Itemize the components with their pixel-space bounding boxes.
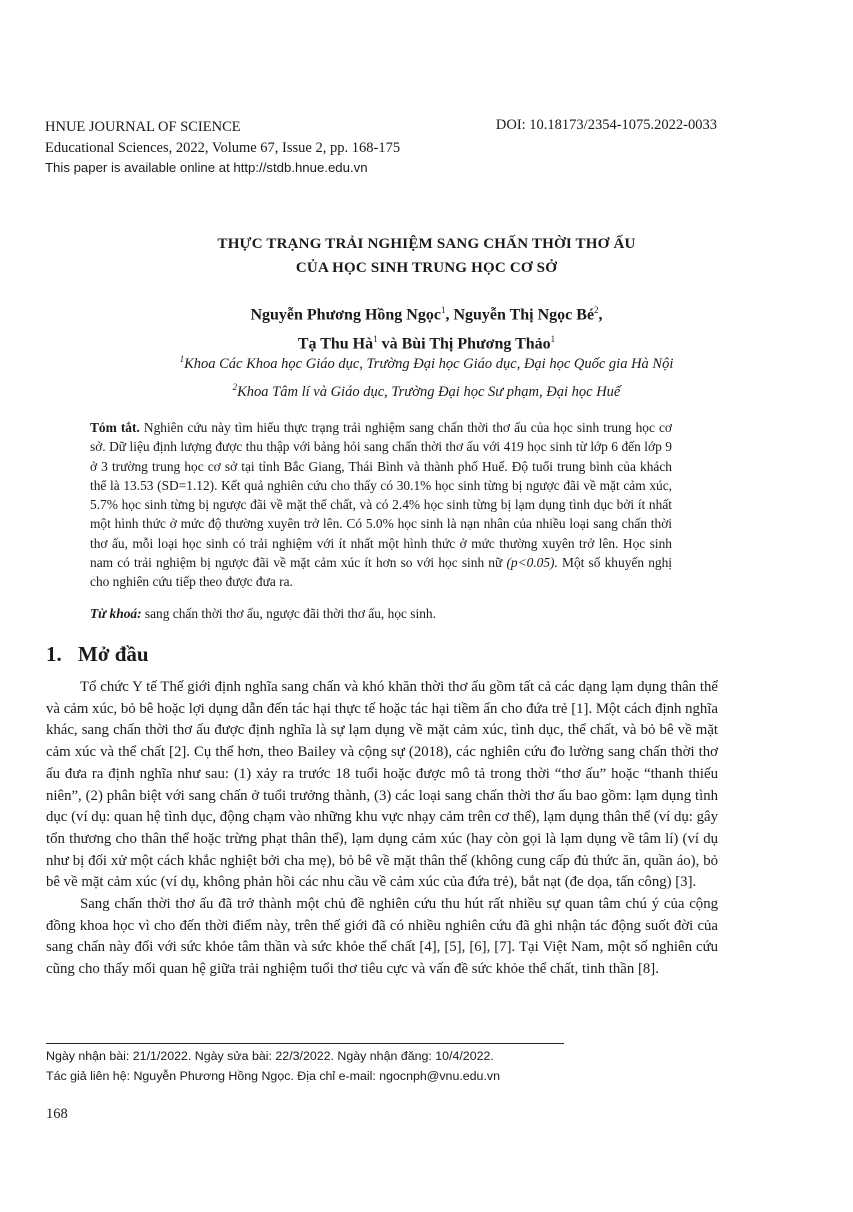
paragraph-2: Sang chấn thời thơ ấu đã trở thành một chủ đề nghiên cứu thu hút rất nhiều sự quan tâm chú ý của cộng đồng khoa học vì cho đến thời điểm này, trên thế giới đã có nhiều nghiên cứu đã ghi nhận tác động suốt đời của sang chấn này đối với sức khỏe tâm thần và sức khỏe thể chất [4], [5], [6], [7]. Tại Việt Nam, một số nghiên cứu cũng cho thấy mối quan hệ giữa trải nghiệm tuổi thơ tiêu cực và vấn đề sức khỏe thể chất, tinh thần [8]. — [46, 896, 718, 978]
affiliation-1-text: Khoa Các Khoa học Giáo dục, Trường Đại học Giáo dục, Đại học Quốc gia Hà Nội — [184, 355, 674, 372]
title-line-1: THỰC TRẠNG TRẢI NGHIỆM SANG CHẤN THỜI THƠ ẤU — [217, 236, 636, 252]
abstract — [90, 418, 672, 592]
author-separator: , — [445, 306, 454, 324]
abstract-label: Tóm tắt. — [90, 420, 140, 435]
footnote-contact: Tác giả liên hệ: Nguyễn Phương Hồng Ngọc. Địa chỉ e-mail: ngocnph@vnu.edu.vn — [46, 1069, 500, 1083]
footnote-dates: Ngày nhận bài: 21/1/2022. Ngày sửa bài: 22/3/2022. Ngày nhận đăng: 10/4/2022. — [46, 1049, 494, 1063]
author-2-affil: 2 — [594, 305, 599, 315]
abstract-pvalue: (p<0.05). — [506, 555, 558, 571]
paragraph-1: Tổ chức Y tế Thế giới định nghĩa sang chấn và khó khăn thời thơ ấu gồm tất cả các dạng lạm dụng thân thể và cảm xúc, bỏ bê hoặc lợi dụng dẫn đến tác hại thực tế hoặc tác hại tiềm ẩn cho đứa trẻ [1]. Một cách định nghĩa khác, sang chấn thời thơ ấu được định nghĩa là sự lạm dụng về mặt cảm xúc, tình dục, thể chất, và bỏ bê về mặt cảm xúc và thể chất [2]. Cụ thể hơn, theo Bailey và cộng sự (2018), các nghiên cứu đo lường sang chấn thời thơ ấu đưa ra định nghĩa như sau: (1) xảy ra trước 18 tuổi hoặc được mô tả trong thời “thơ ấu” hoặc “thanh thiếu niên”, (2) phân biệt với sang chấn ở tuổi trưởng thành, (3) các loại sang chấn thời thơ ấu bao gồm: lạm dụng tình dục (ví dụ: quan hệ tình dục, động chạm vào những khu vực nhạy cảm trên cơ thể), lạm dụng thân thể (ví dụ: gây tổn thương cho thân thể hoặc trừng phạt thân thể), lạm dụng cảm xúc (hay còn gọi là lạm dụng về tâm lí) (ví dụ như bị đối xử một cách khắc nghiệt bởi cha mẹ), bỏ bê về mặt thân thể (không cung cấp đủ thức ăn, quần áo), bỏ bê về mặt cảm xúc (ví dụ, không phản hồi các nhu cầu về cảm xúc của đứa trẻ), bắt nạt (đe dọa, tấn công) [3]. — [46, 679, 718, 891]
keywords-text: sang chấn thời thơ ấu, ngược đãi thời thơ ấu, học sinh. — [141, 606, 436, 621]
page-number: 168 — [46, 1106, 68, 1122]
affiliations — [0, 348, 853, 404]
journal-header — [45, 117, 400, 179]
author-4: Bùi Thị Phương Thảo — [401, 335, 551, 353]
author-1: Nguyễn Phương Hồng Ngọc — [250, 306, 441, 324]
author-2: Nguyễn Thị Ngọc Bé — [453, 306, 595, 324]
author-1-affil: 1 — [440, 305, 446, 315]
author-conjunction: và — [377, 335, 402, 353]
affiliation-1-marker: 1 — [179, 354, 185, 364]
keywords-label: Từ khoá: — [90, 606, 142, 621]
author-3: Tạ Thu Hà — [297, 335, 374, 353]
abstract-text: Nghiên cứu này tìm hiểu thực trạng trải nghiệm sang chấn thời thơ ấu của học sinh trung học cơ sở. Dữ liệu định lượng được thu thập với bảng hỏi sang chấn thời thơ ấu với 419 học sinh từ lớp 6 đến lớp 9 ở 3 trường trung học cơ sở tại tỉnh Bắc Giang, Thái Bình và thành phố Huế. Độ tuổi trung bình của khách thể là 13.53 (SD=1.12). Kết quả nghiên cứu cho thấy có 30.1% học sinh từng bị ngược đãi về mặt cảm xúc, 5.7% học sinh từng bị ngược đãi về mặt thể chất, và có 2.4% học sinh từng bị lạm dụng tình dục bởi ít nhất một hình thức ở mức độ thường xuyên trở lên. Có 5.0% học sinh là nạn nhân của nhiều loại sang chấn thời thơ ấu, mỗi loại học sinh có trải nghiệm với ít nhất một hình thức ở mức thường xuyên trở lên. Học sinh nam có trải nghiệm bị ngược đãi về mặt cảm xúc ít hơn so với học sinh nữ — [90, 420, 672, 571]
footnotes — [46, 1046, 500, 1086]
affiliation-2 — [0, 376, 853, 404]
title-line-2: CỦA HỌC SINH TRUNG HỌC CƠ SỞ — [295, 260, 558, 276]
abstract-tail: Một số khuyến nghị cho nghiên cứu tiếp theo được đưa ra. — [90, 555, 672, 590]
online-availability: This paper is available online at http://stdb.hnue.edu.vn — [45, 160, 368, 175]
author-3-affil: 1 — [373, 334, 378, 345]
author-4-affil: 1 — [550, 334, 556, 345]
doi: DOI: 10.18173/2354-1075.2022-0033 — [495, 117, 717, 133]
section-heading — [46, 642, 149, 667]
journal-name: HNUE JOURNAL OF SCIENCE — [45, 119, 241, 135]
affiliation-2-marker: 2 — [232, 381, 238, 392]
body-text — [46, 677, 718, 981]
author-separator: , — [598, 306, 603, 324]
footnote-divider — [46, 1043, 564, 1044]
affiliation-1 — [0, 348, 853, 376]
paper-title — [0, 232, 853, 280]
section-number: 1. — [46, 642, 62, 666]
section-title: Mở đầu — [78, 642, 149, 666]
affiliation-2-text: Khoa Tâm lí và Giáo dục, Trường Đại học Sư phạm, Đại học Huế — [237, 383, 621, 400]
keywords — [90, 606, 690, 622]
issue-info: Educational Sciences, 2022, Volume 67, Issue 2, pp. 168-175 — [45, 139, 401, 156]
